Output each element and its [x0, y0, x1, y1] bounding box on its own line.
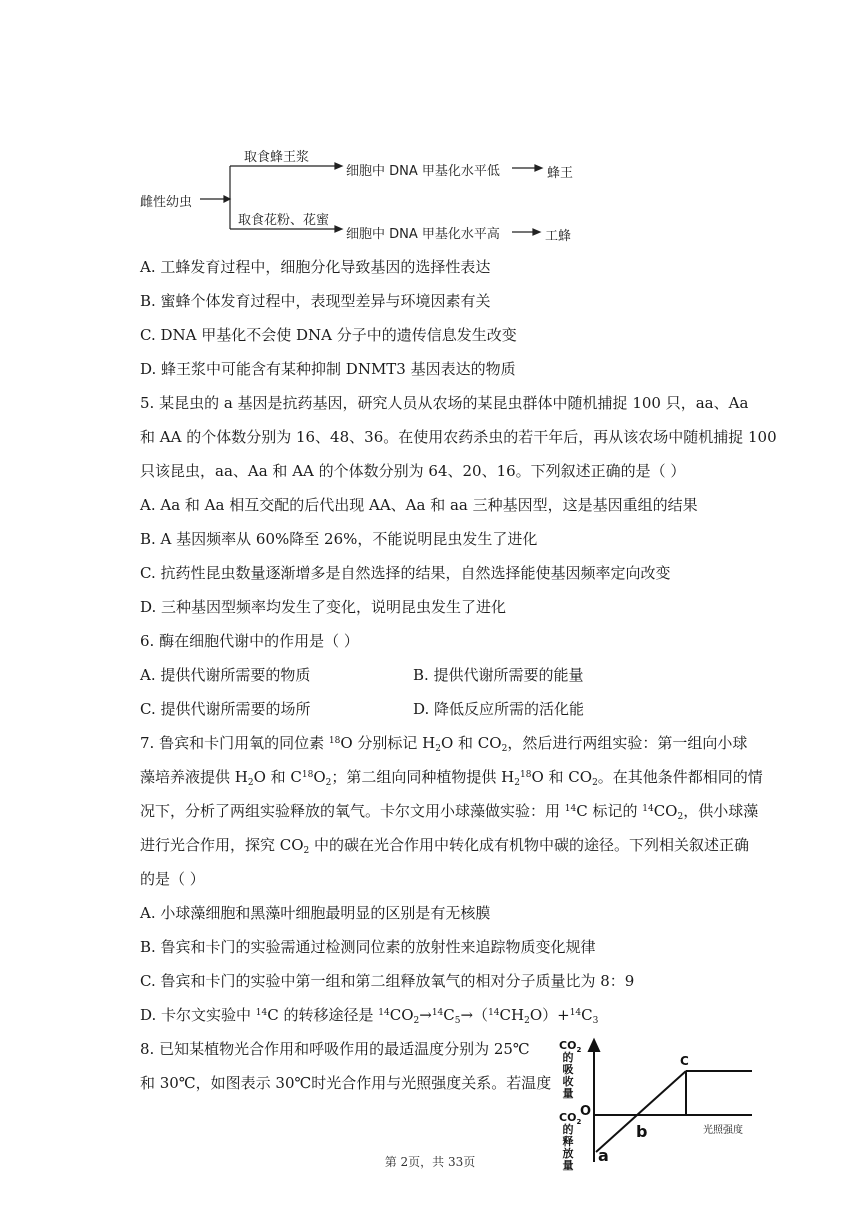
q7-stem-line3: 况下，分析了两组实验释放的氧气。卡尔文用小球藻做实验：用 $^{14}$C 标记的 $^{14}CO_2$，供小球藻: [140, 802, 759, 822]
q4-option-d: D. 蜂王浆中可能含有某种抑制 DNMT3 基因表达的物质: [140, 360, 516, 378]
q5-option-a: A. Aa 和 Aa 相互交配的后代出现 AA、Aa 和 aa 三种基因型，这是基因重组的结果: [140, 496, 698, 514]
q5-option-c: C. 抗药性昆虫数量逐渐增多是自然选择的结果，自然选择能使基因频率定向改变: [140, 564, 671, 582]
q7-option-b: B. 鲁宾和卡门的实验需通过检测同位素的放射性来追踪物质变化规律: [140, 938, 596, 956]
q6-option-c: C. 提供代谢所需要的场所: [140, 700, 311, 718]
graph-point-a-label: a: [598, 1146, 609, 1165]
q4-option-a: A. 工蜂发育过程中，细胞分化导致基因的选择性表达: [140, 258, 491, 276]
graph-point-b-label: b: [636, 1122, 648, 1141]
q6-stem: 6. 酶在细胞代谢中的作用是（ ）: [140, 632, 359, 650]
q8-stem-line1: 8. 已知某植物光合作用和呼吸作用的最适温度分别为 25℃: [140, 1040, 530, 1058]
page-footer: 第 2页，共 33页: [384, 1155, 476, 1169]
q6-option-b: B. 提供代谢所需要的能量: [413, 666, 584, 684]
q4-option-b: B. 蜜蜂个体发育过程中，表现型差异与环境因素有关: [140, 292, 491, 310]
graph-origin-label: O: [580, 1104, 592, 1119]
q7-stem-line5: 的是（ ）: [140, 870, 205, 888]
q8-stem-line2: 和 30℃，如图表示 30℃时光合作用与光照强度关系。若温度: [140, 1074, 552, 1092]
q5-stem-line3: 只该昆虫，aa、Aa 和 AA 的个体数分别为 64、20、16。下列叙述正确的是（ ）: [140, 462, 686, 480]
q7-stem-line2: 藻培养液提供 $H_2O$ 和 $C^{18}O_2$；第二组向同种植物提供 $H_2^{18}O$ 和 $CO_2$。在其他条件都相同的情: [140, 768, 763, 788]
q6-option-a: A. 提供代谢所需要的物质: [140, 666, 311, 684]
flow-branch1-result: 细胞中 DNA 甲基化水平低: [346, 164, 500, 179]
q7-stem-line1: 7. 鲁宾和卡门用氧的同位素 $^{18}$O 分别标记 $H_2O$ 和 $CO_2$，然后进行两组实验：第一组向小球: [140, 734, 748, 754]
q4-option-c: C. DNA 甲基化不会使 DNA 分子中的遗传信息发生改变: [140, 326, 517, 344]
q7-option-c: C. 鲁宾和卡门的实验中第一组和第二组释放氧气的相对分子质量比为 8：9: [140, 972, 635, 990]
graph-x-label: 光照强度: [703, 1125, 743, 1136]
q5-option-b: B. A 基因频率从 60%降至 26%，不能说明昆虫发生了进化: [140, 530, 538, 548]
flow-branch1-end: 蜂王: [547, 166, 574, 181]
q6-option-d: D. 降低反应所需的活化能: [413, 700, 585, 718]
q5-option-d: D. 三种基因型频率均发生了变化，说明昆虫发生了进化: [140, 598, 507, 616]
graph-y-label-top: $CO_2$ 的 吸 收 量: [559, 1039, 582, 1100]
flow-branch2-end: 工蜂: [545, 229, 572, 244]
flow-branch2-label: 取食花粉、花蜜: [238, 213, 330, 228]
flow-branch1-label: 取食蜂王浆: [244, 150, 310, 165]
q5-stem-line2: 和 AA 的个体数分别为 16、48、36。在使用农药杀虫的若干年后，再从该农场中随机捕捉 100: [140, 428, 777, 446]
flow-start: 雌性幼虫: [140, 195, 193, 210]
q7-stem-line4: 进行光合作用，探究 $CO_2$ 中的碳在光合作用中转化成有机物中碳的途径。下列相关叙述正确: [140, 836, 750, 856]
q7-option-a: A. 小球藻细胞和黑藻叶细胞最明显的区别是有无核膜: [140, 904, 491, 922]
q7-option-d: D. 卡尔文实验中 $^{14}$C 的转移途径是 $^{14}CO_2\to^{14}C_5\to(^{14}CH_2O)+^{14}C_3$: [140, 1006, 599, 1026]
flow-branch2-result: 细胞中 DNA 甲基化水平高: [346, 227, 500, 242]
graph-y-label-bottom: $CO_2$ 的 释 放 量: [559, 1111, 582, 1172]
graph-point-c-label: C: [680, 1054, 689, 1068]
q5-stem-line1: 5. 某昆虫的 a 基因是抗药基因，研究人员从农场的某昆虫群体中随机捕捉 100 只，aa、Aa: [140, 394, 749, 412]
